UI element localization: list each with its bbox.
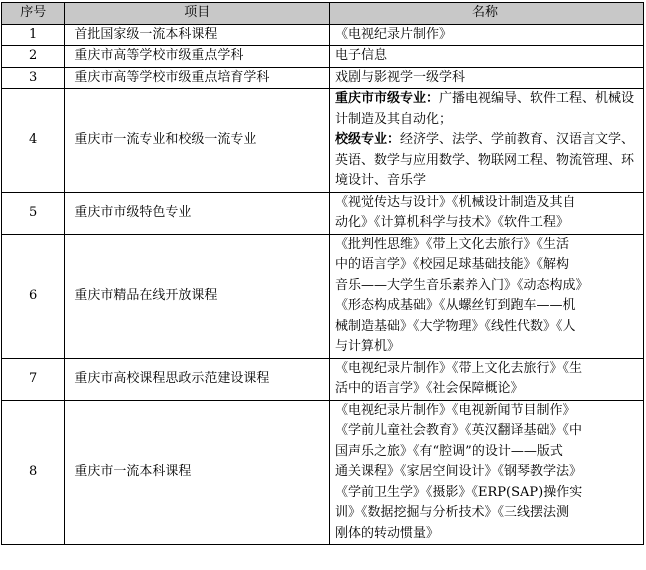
name-line: 通关课程》《家居空间设计》《钢琴教学法》 [335, 464, 583, 479]
table-row [2, 24, 644, 46]
table-row [2, 67, 644, 89]
city-major-label: 重庆市市级专业： [335, 91, 440, 106]
honors-table [1, 2, 644, 545]
name-line: 《电视纪录片制作》《带上文化去旅行》《生 [335, 360, 583, 376]
row-item: 重庆市高校课程思政示范建设课程 [65, 358, 330, 400]
name-line: 刚体的转动惯量》 [335, 525, 440, 541]
row-item: 重庆市一流专业和校级一流专业 [65, 89, 330, 193]
name-line: 《视觉传达与设计》《机械设计制造及其自 [335, 194, 576, 210]
row-item: 首批国家级一流本科课程 [65, 24, 330, 46]
row-no: 8 [2, 400, 65, 545]
name-line: 训》《数据挖掘与分析技术》《三线摆法测 [335, 505, 570, 520]
row-name [330, 234, 644, 358]
header-item: 项目 [65, 3, 330, 25]
name-line: 械制造基础》《大学物理》《线性代数》《人 [335, 318, 576, 334]
name-line: 《形态构成基础》《从螺丝钉到跑车——机 [335, 298, 576, 313]
table-row [2, 192, 644, 234]
school-major-block [335, 132, 634, 188]
name-line: 《学前儿童社会教育》《英汉翻译基础》《中 [335, 423, 583, 438]
row-name [330, 46, 644, 68]
table-row [2, 358, 644, 400]
row-name [330, 192, 644, 234]
row-item: 重庆市高等学校市级重点学科 [65, 46, 330, 68]
name-line: 《学前卫生学》《摄影》《ERP(SAP)操作实 [335, 484, 583, 500]
row-item: 重庆市一流本科课程 [65, 400, 330, 545]
row-item: 重庆市市级特色专业 [65, 192, 330, 234]
name-line: 与计算机》 [335, 339, 401, 354]
name-line: 电子信息 [335, 48, 388, 63]
row-name [330, 400, 644, 545]
table-header-row [2, 3, 644, 25]
table-row [2, 234, 644, 358]
school-major-label: 校级专业： [335, 132, 401, 147]
row-name [330, 89, 644, 193]
row-no: 4 [2, 89, 65, 193]
name-line: 动化》《计算机科学与技术》《软件工程》 [335, 215, 570, 230]
header-no: 序号 [2, 3, 65, 25]
name-line: 戏剧与影视学一级学科 [335, 69, 466, 85]
row-name [330, 358, 644, 400]
name-line: 《批判性思维》《带上文化去旅行》《生活 [335, 236, 570, 252]
row-no: 2 [2, 46, 65, 68]
name-line: 《电视纪录片制作》《电视新闻节目制作》 [335, 402, 576, 418]
city-major-block [335, 91, 634, 127]
row-no: 6 [2, 234, 65, 358]
row-name [330, 24, 644, 46]
name-line: 国声乐之旅》《有“腔调”的设计——版式 [335, 443, 563, 459]
header-name: 名称 [330, 3, 644, 25]
table-row [2, 89, 644, 193]
school-major-text: 经济学、法学、学前教育、汉语言文学、英语、数学与应用数学、物联网工程、物流管理、环境设计、音乐学 [335, 132, 635, 188]
name-line: 《电视纪录片制作》 [335, 26, 453, 42]
name-line: 音乐——大学生音乐素养入门》《动态构成》 [335, 277, 589, 293]
row-item: 重庆市精品在线开放课程 [65, 234, 330, 358]
name-line: 中的语言学》《校园足球基础技能》《解构 [335, 257, 570, 272]
row-no: 1 [2, 24, 65, 46]
row-no: 3 [2, 67, 65, 89]
name-line: 活中的语言学》《社会保障概论》 [335, 381, 524, 396]
row-name [330, 67, 644, 89]
city-major-text: 广播电视编导、软件工程、机械设计制造及其自动化； [335, 91, 635, 127]
row-no: 5 [2, 192, 65, 234]
row-item: 重庆市高等学校市级重点培育学科 [65, 67, 330, 89]
table-row [2, 400, 644, 545]
table-row [2, 46, 644, 68]
row-no: 7 [2, 358, 65, 400]
